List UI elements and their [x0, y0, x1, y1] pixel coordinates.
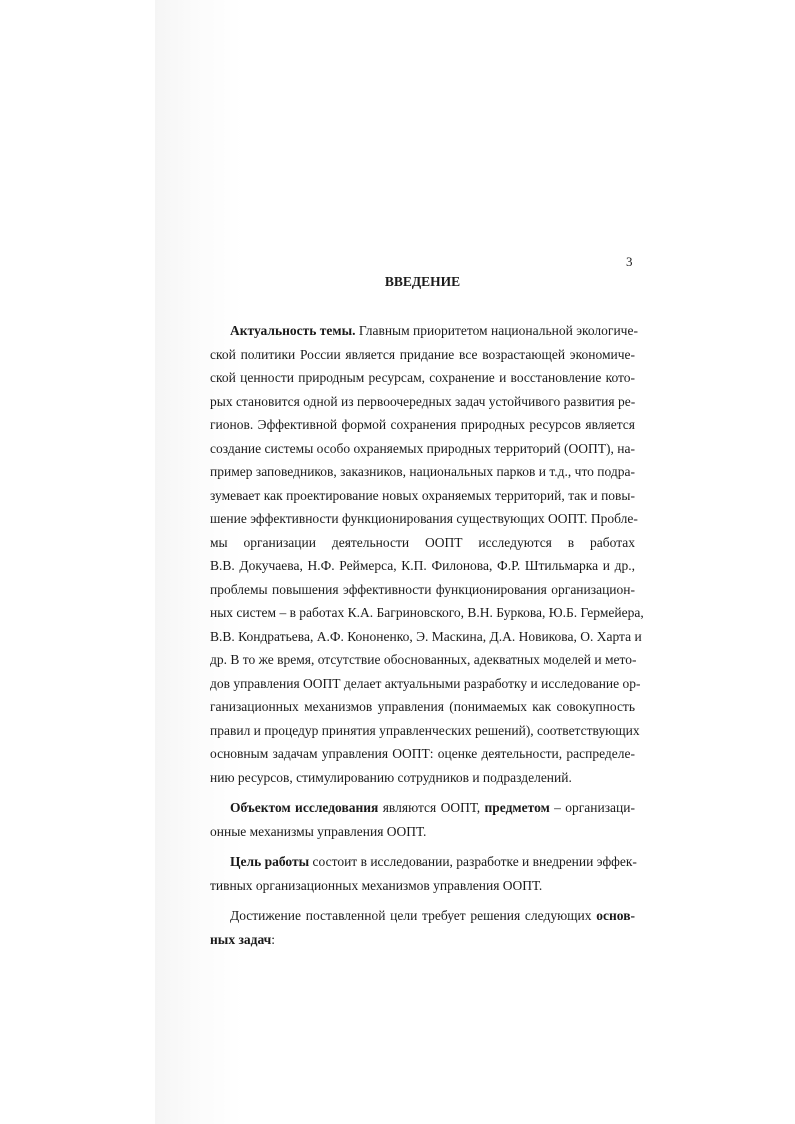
text-line: шение эффективности функционирования существующих ООПТ. Пробле- [210, 511, 638, 526]
section-title: ВВЕДЕНИЕ [384, 274, 461, 289]
paragraph-goal [210, 850, 635, 897]
relevance-heading: Актуальность темы. [230, 323, 356, 338]
text-line: мы организации деятельности ООПТ исследуются в работах [210, 534, 635, 550]
text-line: проблемы повышения эффективности функционирования организацион- [210, 581, 635, 597]
text-line: В.В. Докучаева, Н.Ф. Реймерса, К.П. Филонова, Ф.Р. Штильмарка и др., [210, 558, 635, 573]
text-span: состоит в исследовании, разработке и внедрении эффек- [309, 854, 637, 869]
text-line: зумевает как проектирование новых охраняемых территорий, так и повы- [210, 487, 635, 503]
text-line: гионов. Эффективной формой сохранения природных ресурсов является [210, 417, 635, 432]
object-heading: Объектом исследования [230, 800, 379, 815]
text-line: ганизационных механизмов управления (понимаемых как совокупность [210, 699, 635, 714]
text-line: ской ценности природным ресурсам, сохранение и восстановление кото- [210, 370, 635, 385]
paragraph-tasks [210, 904, 635, 951]
text-span: Главным приоритетом национальной экологиче- [355, 323, 638, 338]
text-line: основным задачам управления ООПТ: оценке деятельности, распределе- [210, 746, 635, 761]
text-line [210, 319, 638, 343]
text-span: являются ООПТ, [378, 800, 485, 815]
text-span: : [271, 931, 276, 947]
text-line: др. В то же время, отсутствие обоснованных, адекватных моделей и мето- [210, 652, 637, 667]
text-line [210, 928, 635, 952]
tasks-heading-part1: основ- [596, 908, 635, 923]
tasks-heading-part2: ных задач [210, 931, 272, 947]
text-line [210, 850, 635, 874]
text-line: создание системы особо охраняемых природных территорий (ООПТ), на- [210, 440, 635, 456]
text-line: онные механизмы управления ООПТ. [210, 823, 427, 839]
text-line: рых становится одной из первоочередных задач устойчивого развития ре- [210, 393, 636, 409]
text-line: правил и процедур принятия управленческих решений), соответствующих [210, 722, 640, 738]
text-line [210, 904, 635, 928]
paragraph-relevance [210, 319, 644, 789]
text-span: Достижение поставленной цели требует решения следующих [230, 908, 597, 923]
text-line: нию ресурсов, стимулированию сотрудников и подразделений. [210, 769, 572, 785]
text-line: дов управления ООПТ делает актуальными разработку и исследование ор- [210, 675, 641, 691]
text-line: пример заповедников, заказников, национальных парков и т.д., что подра- [210, 464, 635, 479]
paragraph-object-subject [210, 796, 635, 843]
text-line: ных систем – в работах К.А. Багриновского, В.Н. Буркова, Ю.Б. Гермейера, [210, 605, 644, 620]
text-span: – организаци- [549, 800, 635, 815]
page-number: 3 [626, 254, 633, 269]
text-line [210, 796, 635, 820]
goal-heading: Цель работы [230, 854, 310, 869]
text-line: ской политики России является придание все возрастающей экономиче- [210, 346, 635, 362]
subject-heading: предметом [484, 800, 550, 815]
body-text [210, 319, 644, 958]
text-line: В.В. Кондратьева, А.Ф. Кононенко, Э. Маскина, Д.А. Новикова, О. Харта и [210, 628, 642, 644]
text-line: тивных организационных механизмов управления ООПТ. [210, 877, 543, 893]
